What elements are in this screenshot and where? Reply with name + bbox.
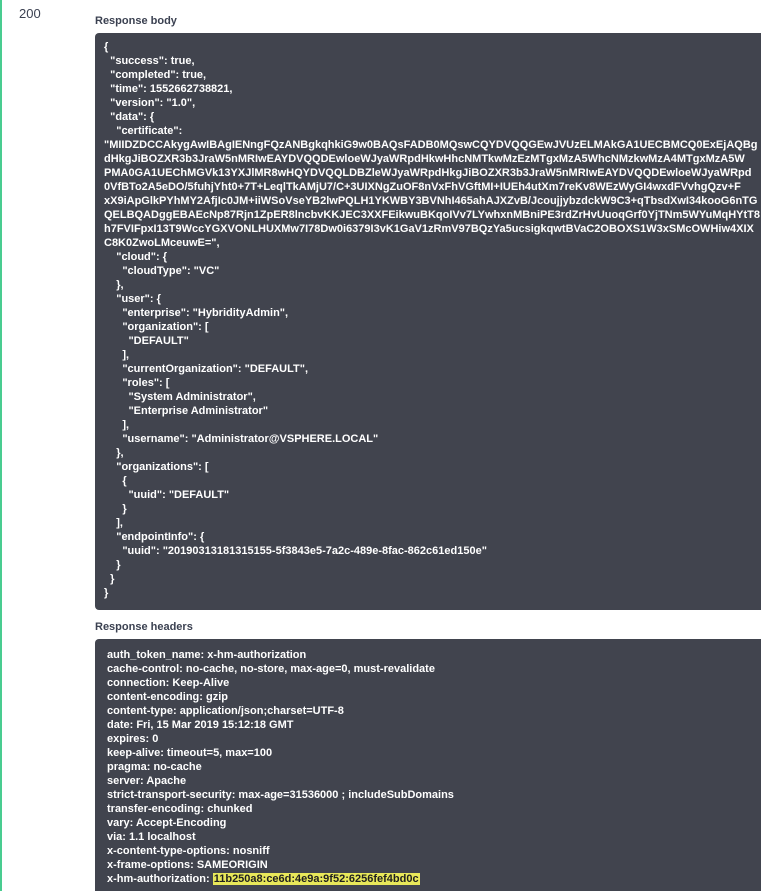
response-body-line: "organizations": [ bbox=[104, 461, 209, 473]
response-header-line: via: 1.1 localhost bbox=[107, 831, 196, 843]
response-body-line: "data": { bbox=[104, 111, 155, 123]
status-success-rule bbox=[0, 0, 2, 891]
response-headers-label: Response headers bbox=[95, 621, 193, 633]
response-body-label: Response body bbox=[95, 15, 177, 27]
response-body-line: "version": "1.0", bbox=[104, 97, 196, 109]
response-body-line: } bbox=[104, 587, 109, 599]
response-header-line: connection: Keep-Alive bbox=[107, 677, 230, 689]
auth-token-highlight: 11b250a8:ce6d:4e9a:9f52:6256fef4bd0c bbox=[213, 873, 419, 885]
response-body-line: { bbox=[104, 475, 127, 487]
response-body-code-block[interactable] bbox=[95, 33, 761, 610]
response-body-line: "cloud": { bbox=[104, 251, 167, 263]
response-body-line: dHkgJiBOZXR3b3JraW5nMRIwEAYDVQQDEwloeWJyaWRpdHkwHhcNMTkwMzEzMTgxMzA5WhcNMzkwMzA4MTgxMzA5W bbox=[104, 153, 745, 165]
response-header-line: content-type: application/json;charset=UTF-8 bbox=[107, 705, 344, 717]
response-header-line: content-encoding: gzip bbox=[107, 691, 228, 703]
response-header-line: x-content-type-options: nosniff bbox=[107, 845, 270, 857]
response-body-line: "DEFAULT" bbox=[104, 335, 189, 347]
response-body-line: } bbox=[104, 503, 127, 515]
response-header-line: strict-transport-security: max-age=31536000 ; includeSubDomains bbox=[107, 789, 454, 801]
response-body-line: "Enterprise Administrator" bbox=[104, 405, 269, 417]
response-body-line: xX9iApGlkPYhMY2AfjIc0JM+iiWSoVseYB2lwPQLH1YKWBY3BVNhI465ahAJXZvB/JcoujjybzdckW9C3+qTbsdXwI34kooG6nTG bbox=[104, 195, 758, 207]
response-body-line: "time": 1552662738821, bbox=[104, 83, 233, 95]
response-body-line: ], bbox=[104, 517, 123, 529]
response-body-line: }, bbox=[104, 279, 124, 291]
response-body-line: } bbox=[104, 573, 115, 585]
response-body-line: "username": "Administrator@VSPHERE.LOCAL" bbox=[104, 433, 379, 445]
response-body-line: "cloudType": "VC" bbox=[104, 265, 220, 277]
response-header-line: keep-alive: timeout=5, max=100 bbox=[107, 747, 273, 759]
response-body-line: "user": { bbox=[104, 293, 161, 305]
response-header-line: vary: Accept-Encoding bbox=[107, 817, 227, 829]
response-headers-code-block[interactable] bbox=[95, 639, 761, 891]
response-body-line: "roles": [ bbox=[104, 377, 170, 389]
response-body-line: "endpointInfo": { bbox=[104, 531, 205, 543]
response-body-line: C8K0ZwoLMceuwE=", bbox=[104, 237, 220, 249]
response-header-line: x-frame-options: SAMEORIGIN bbox=[107, 859, 268, 871]
response-header-line: server: Apache bbox=[107, 775, 187, 787]
response-body-line: "success": true, bbox=[104, 55, 195, 67]
response-body-line: "MIIDZDCCAkygAwIBAgIENngFQzANBgkqhkiG9w0BAQsFADB0MQswCQYDVQQGEwJVUzELMAkGA1UECBMCQ0ExEjAQBg bbox=[104, 139, 758, 151]
response-header-line: expires: 0 bbox=[107, 733, 159, 745]
response-body-line: PMA0GA1UEChMGVk13YXJlMR8wHQYDVQQLDBZleWJyaWRpdHkgJiBOZXR3b3JraW5nMRIwEAYDVQQDEwloeWJyaWRpd bbox=[104, 167, 752, 179]
auth-header-key: x-hm-authorization: bbox=[107, 873, 213, 885]
response-body-line: ], bbox=[104, 349, 130, 361]
response-body-line: "enterprise": "HybridityAdmin", bbox=[104, 307, 289, 319]
response-body-line: h7FVIFpxI13T9WccYGXVONLHUXMw7I78Dw0i6379I3vK1GaV1zRmV97BQzYa5ucsigkqwtBVaC2OBOXS1W3xSMcOWHiw4XIX bbox=[104, 223, 754, 235]
response-status-code: 200 bbox=[19, 6, 41, 21]
response-body-line: "currentOrganization": "DEFAULT", bbox=[104, 363, 308, 375]
response-body-line: { bbox=[104, 41, 109, 53]
auth-header-line bbox=[107, 872, 761, 886]
response-body-line: "System Administrator", bbox=[104, 391, 256, 403]
response-body-line: "uuid": "20190313181315155-5f3843e5-7a2c-489e-8fac-862c61ed150e" bbox=[104, 545, 487, 557]
response-body-line: ], bbox=[104, 419, 130, 431]
response-body-line: } bbox=[104, 559, 121, 571]
response-header-line: date: Fri, 15 Mar 2019 15:12:18 GMT bbox=[107, 719, 294, 731]
response-body-line: "uuid": "DEFAULT" bbox=[104, 489, 230, 501]
response-body-line: "certificate": bbox=[104, 125, 183, 137]
response-header-line: transfer-encoding: chunked bbox=[107, 803, 253, 815]
response-header-line: pragma: no-cache bbox=[107, 761, 202, 773]
response-header-line: cache-control: no-cache, no-store, max-age=0, must-revalidate bbox=[107, 663, 435, 675]
response-header-line: auth_token_name: x-hm-authorization bbox=[107, 649, 307, 661]
response-body-line: "organization": [ bbox=[104, 321, 209, 333]
response-body-line: 0VfBTo2A5eDO/5fuhjYht0+7T+LeqlTkAMjU7/C+3UIXNgZuOF8nVxFhVGftMI+IUEh4utXm7reKv8WEzWyGI4wxdFVvhgQzv+F bbox=[104, 181, 741, 193]
response-body-line: "completed": true, bbox=[104, 69, 207, 81]
response-body-line: QELBQADggEBAEcNp87Rjn1ZpER8lncbvKKJEC3XXFEikwuBKqoIVv7LYwhxnMBniPE3rdZrHvUuoqGrf0YjTNm5WYuMqHYtT8 bbox=[104, 209, 761, 221]
response-body-line: }, bbox=[104, 447, 124, 459]
